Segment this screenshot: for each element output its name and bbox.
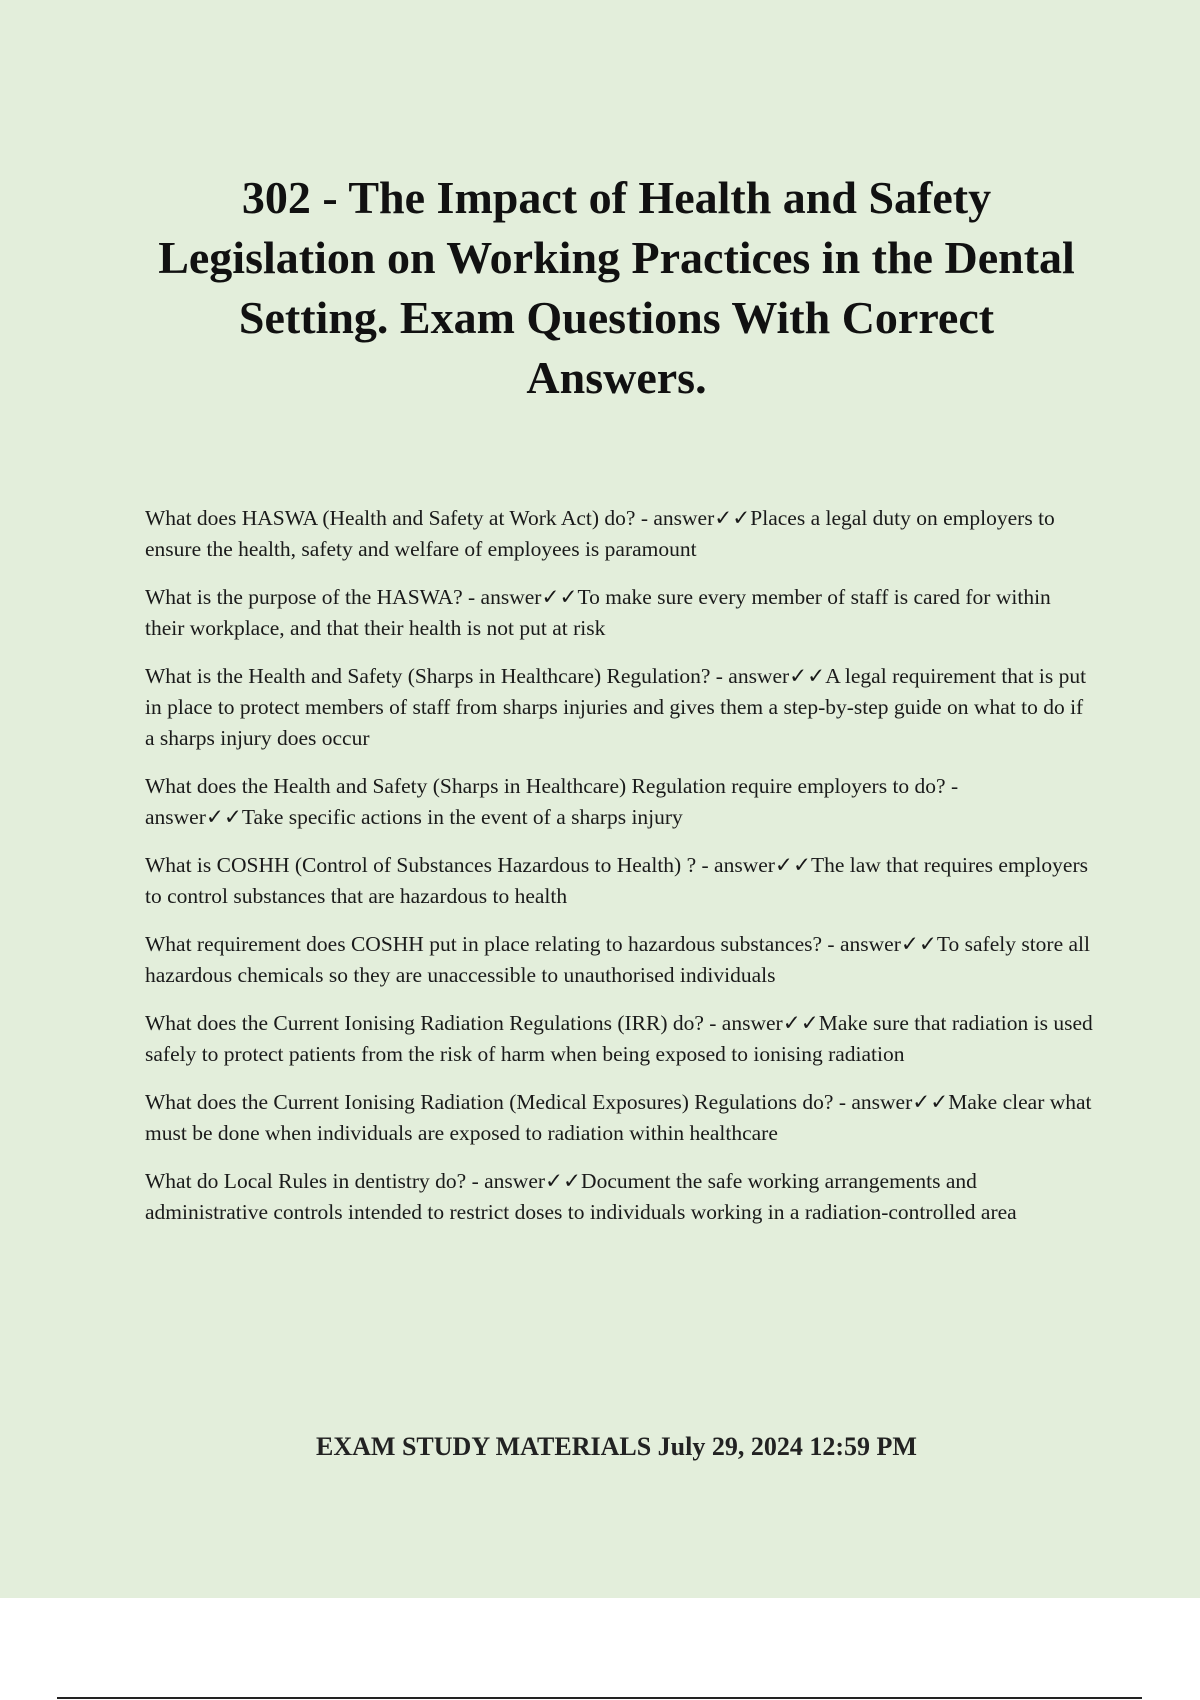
qa-item: What does the Current Ionising Radiation (Medical Exposures) Regulations do? - answer✓✓Make clear what must be done when individuals are exposed to radiation within healthcare: [145, 1090, 1092, 1145]
document-title: 302 - The Impact of Health and Safety Legislation on Working Practices in the Dental Setting. Exam Questions With Correct Answers.: [158, 172, 1075, 403]
qa-item: What is COSHH (Control of Substances Hazardous to Health) ? - answer✓✓The law that requires employers to control substances that are hazardous to health: [145, 853, 1088, 908]
qa-item: What is the Health and Safety (Sharps in Healthcare) Regulation? - answer✓✓A legal requirement that is put in place to protect members of staff from sharps injuries and gives them a step-by-step guide on what to do if a sharps injury does occur: [145, 664, 1087, 750]
qa-item: What do Local Rules in dentistry do? - answer✓✓Document the safe working arrangements and administrative controls intended to restrict doses to individuals working in a radiation-controlled area: [145, 1169, 1017, 1224]
qa-item: What requirement does COSHH put in place relating to hazardous substances? - answer✓✓To safely store all hazardous chemicals so they are unaccessible to unauthorised individuals: [145, 932, 1091, 987]
document-footer: EXAM STUDY MATERIALS July 29, 2024 12:59 PM: [316, 1432, 917, 1461]
bottom-divider: [57, 1697, 1142, 1699]
qa-item: What is the purpose of the HASWA? - answer✓✓To make sure every member of staff is cared for within their workplace, and that their health is not put at risk: [145, 585, 1051, 640]
qa-list: [145, 503, 1093, 1245]
qa-item: What does the Health and Safety (Sharps in Healthcare) Regulation require employers to do? - answer✓✓Take specific actions in the event of a sharps injury: [145, 774, 959, 829]
qa-item: What does HASWA (Health and Safety at Work Act) do? - answer✓✓Places a legal duty on employers to ensure the health, safety and welfare of employees is paramount: [145, 506, 1055, 561]
qa-item: What does the Current Ionising Radiation Regulations (IRR) do? - answer✓✓Make sure that radiation is used safely to protect patients from the risk of harm when being exposed to ionising radiation: [145, 1011, 1093, 1066]
